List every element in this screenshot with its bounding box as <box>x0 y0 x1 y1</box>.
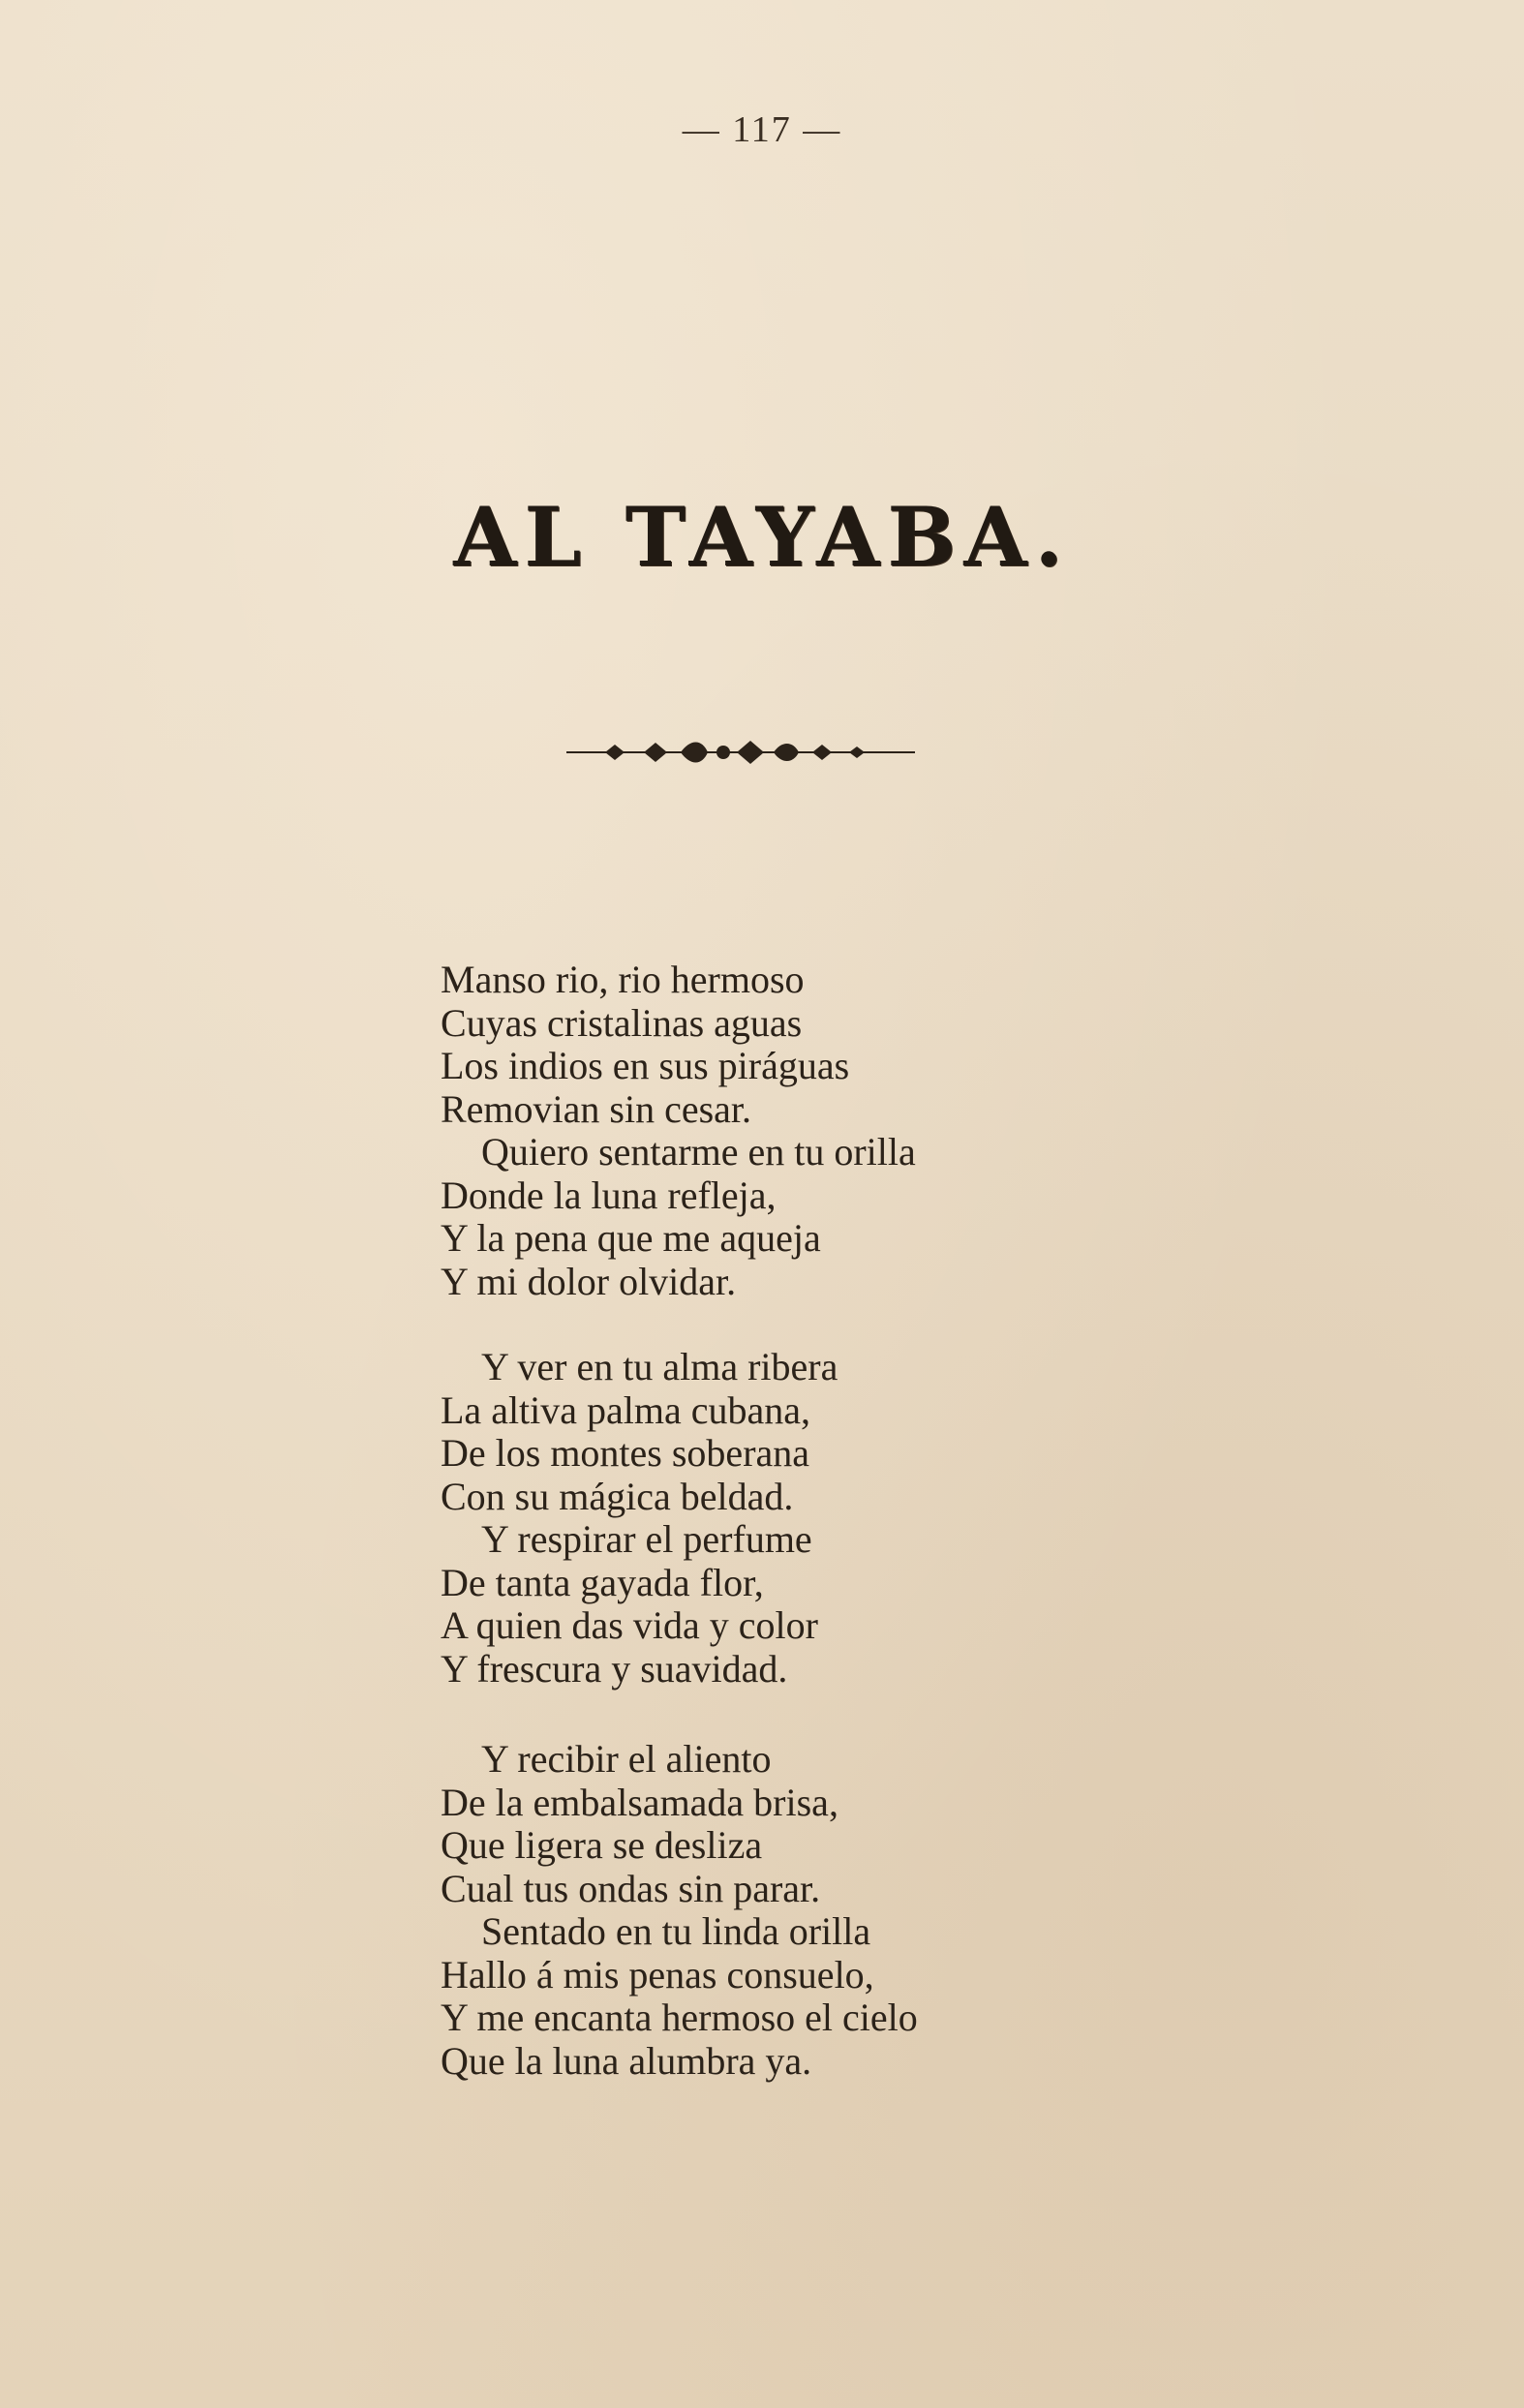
verse-line: Quiero sentarme en tu orilla <box>481 1130 916 1174</box>
verse-line: Cuyas cristalinas aguas <box>441 1000 803 1045</box>
verse-line: La altiva palma cubana, <box>441 1387 811 1432</box>
verse-line: Y mi dolor olvidar. <box>441 1259 737 1303</box>
verse-line: Con su mágica beldad. <box>441 1474 794 1518</box>
stanza-2 <box>441 1346 1060 1691</box>
stanza-3 <box>441 1738 1060 2083</box>
verse-line: Y recibir el aliento <box>481 1737 772 1781</box>
stanza-1 <box>441 959 1060 1303</box>
verse-line: De los montes soberana <box>441 1431 810 1475</box>
verse-line: Removian sin cesar. <box>441 1086 752 1131</box>
verse-line: Que ligera se desliza <box>441 1823 763 1867</box>
poem-title: AL TAYABA. <box>453 489 1071 585</box>
verse-line: Los indios en sus piráguas <box>441 1044 850 1087</box>
decorative-divider-icon <box>566 731 915 770</box>
verse-line: Sentado en tu linda orilla <box>481 1909 871 1953</box>
verse-line: Y ver en tu alma ribera <box>481 1345 838 1388</box>
verse-line: Hallo á mis penas consuelo, <box>441 1952 874 1997</box>
verse-line: Cual tus ondas sin parar. <box>441 1866 821 1910</box>
verse-line: De tanta gayada flor, <box>441 1560 764 1604</box>
verse-line: Y respirar el perfume <box>481 1517 812 1561</box>
verse-line: Y me encanta hermoso el cielo <box>441 1996 918 2039</box>
verse-line: Que la luna alumbra ya. <box>441 2038 812 2083</box>
verse-line: Y la pena que me aqueja <box>441 1216 821 1260</box>
verse-line: Manso rio, rio hermoso <box>441 958 805 1001</box>
verse-line: A quien das vida y color <box>441 1603 818 1647</box>
page-number: — 117 — <box>682 109 842 150</box>
verse-line: Donde la luna refleja, <box>441 1173 777 1217</box>
verse-line: Y frescura y suavidad. <box>441 1646 788 1691</box>
verse-line: De la embalsamada brisa, <box>441 1780 838 1824</box>
